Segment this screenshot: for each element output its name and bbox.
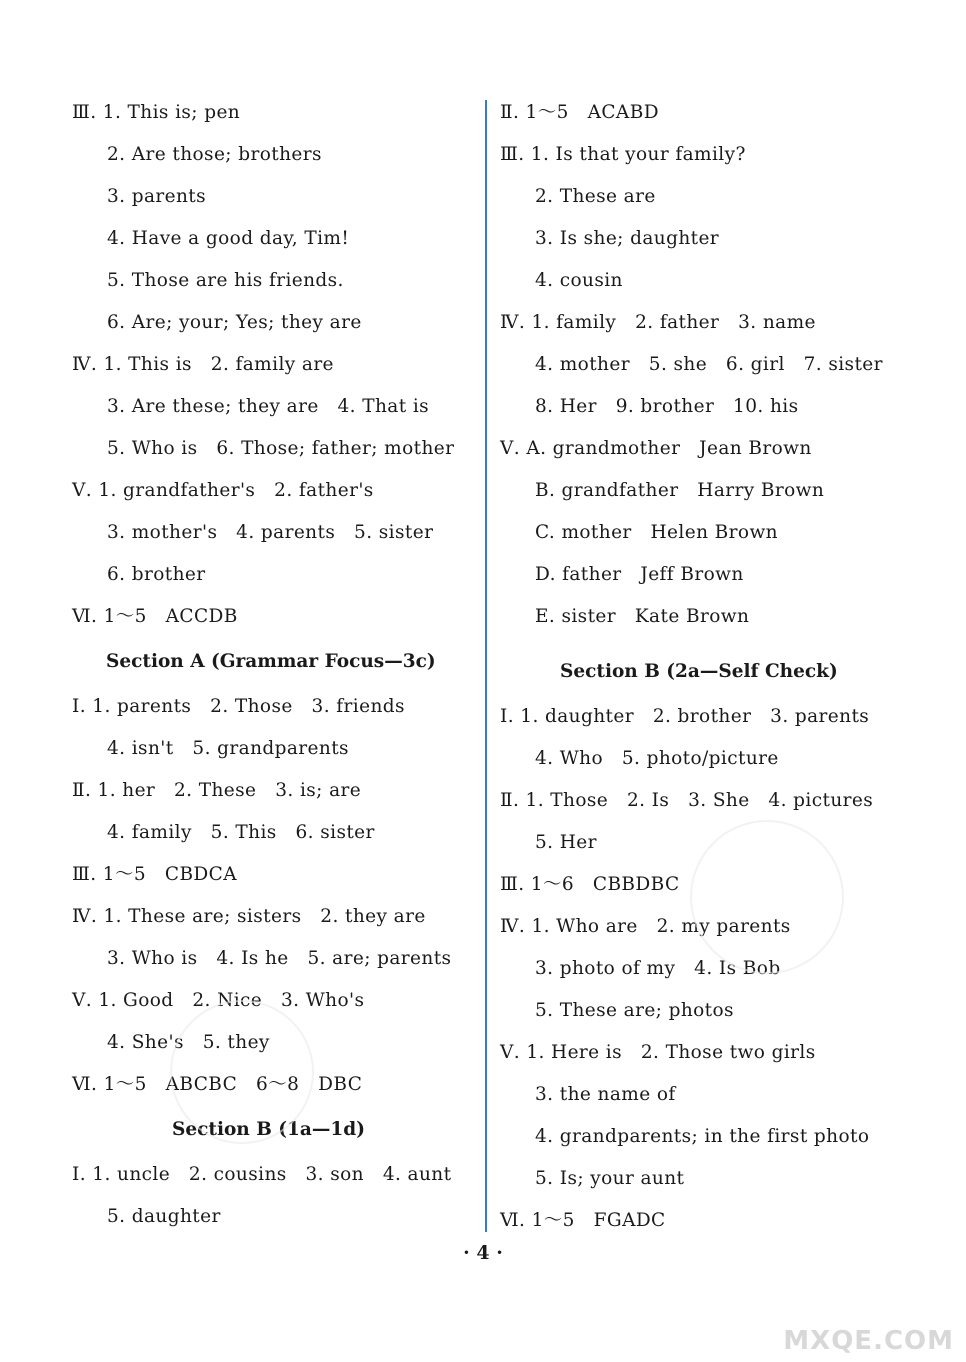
answer-line: 4. family 5. This 6. sister	[107, 822, 375, 843]
answer-line: 5. These are; photos	[535, 1000, 734, 1021]
question-group-line: Ⅴ. A. grandmother Jean Brown	[500, 438, 812, 459]
question-group-line: Ⅱ. 1～5 ACABD	[500, 102, 659, 123]
site-watermark-text: MXQE.COM	[783, 1326, 954, 1356]
section-heading: Section B (1a—1d)	[172, 1119, 365, 1140]
section-heading: Section B (2a—Self Check)	[560, 661, 838, 682]
question-group-line: Ⅴ. 1. grandfather's 2. father's	[72, 480, 374, 501]
answer-line: 5. daughter	[107, 1206, 221, 1227]
answer-line: 3. parents	[107, 186, 207, 207]
column-divider	[485, 100, 487, 1232]
question-group-line: Ⅰ. 1. daughter 2. brother 3. parents	[500, 706, 870, 727]
answer-line: 3. the name of	[535, 1084, 676, 1105]
answer-line: 3. photo of my 4. Is Bob	[535, 958, 781, 979]
answer-line: C. mother Helen Brown	[535, 522, 778, 543]
question-group-line: Ⅰ. 1. uncle 2. cousins 3. son 4. aunt	[72, 1164, 452, 1185]
stamp-watermark-left	[170, 1000, 314, 1144]
answer-line: D. father Jeff Brown	[535, 564, 744, 585]
section-heading: Section A (Grammar Focus—3c)	[106, 651, 436, 672]
answer-line: E. sister Kate Brown	[535, 606, 750, 627]
answer-line: 3. mother's 4. parents 5. sister	[107, 522, 434, 543]
right-column	[500, 92, 920, 1242]
answer-line: 5. Her	[535, 832, 597, 853]
question-group-line: Ⅴ. 1. Good 2. Nice 3. Who's	[72, 990, 365, 1011]
question-group-line: Ⅵ. 1～5 ACCDB	[72, 606, 238, 627]
answer-line: 3. Who is 4. Is he 5. are; parents	[107, 948, 452, 969]
answer-line: 3. Is she; daughter	[535, 228, 720, 249]
answer-line: B. grandfather Harry Brown	[535, 480, 825, 501]
question-group-line: Ⅳ. 1. Who are 2. my parents	[500, 916, 791, 937]
question-group-line: Ⅱ. 1. her 2. These 3. is; are	[72, 780, 362, 801]
question-group-line: Ⅰ. 1. parents 2. Those 3. friends	[72, 696, 405, 717]
question-group-line: Ⅲ. 1. This is; pen	[72, 102, 241, 123]
question-group-line: Ⅲ. 1～5 CBDCA	[72, 864, 237, 885]
page-number: · 4 ·	[463, 1242, 503, 1264]
question-group-line: Ⅴ. 1. Here is 2. Those two girls	[500, 1042, 816, 1063]
answer-line: 4. grandparents; in the first photo	[535, 1126, 870, 1147]
answer-line: 5. Who is 6. Those; father; mother	[107, 438, 455, 459]
answer-line: 4. Who 5. photo/picture	[535, 748, 779, 769]
question-group-line: Ⅵ. 1～5 FGADC	[500, 1210, 666, 1231]
answer-line: 6. brother	[107, 564, 206, 585]
stamp-watermark-right	[690, 820, 844, 974]
question-group-line: Ⅲ. 1～6 CBBDBC	[500, 874, 680, 895]
answer-line: 5. Is; your aunt	[535, 1168, 685, 1189]
question-group-line: Ⅳ. 1. These are; sisters 2. they are	[72, 906, 426, 927]
answer-line: 6. Are; your; Yes; they are	[107, 312, 362, 333]
answer-line: 4. She's 5. they	[107, 1032, 270, 1053]
answer-line: 5. Those are his friends.	[107, 270, 344, 291]
question-group-line: Ⅲ. 1. Is that your family?	[500, 144, 746, 165]
question-group-line: Ⅱ. 1. Those 2. Is 3. She 4. pictures	[500, 790, 874, 811]
answer-line: 4. cousin	[535, 270, 623, 291]
answer-line: 2. These are	[535, 186, 656, 207]
answer-line: 4. isn't 5. grandparents	[107, 738, 349, 759]
answer-line: 3. Are these; they are 4. That is	[107, 396, 430, 417]
site-watermark	[774, 1286, 954, 1356]
answer-line: 8. Her 9. brother 10. his	[535, 396, 799, 417]
answer-line: 4. mother 5. she 6. girl 7. sister	[535, 354, 883, 375]
question-group-line: Ⅳ. 1. This is 2. family are	[72, 354, 334, 375]
question-group-line: Ⅵ. 1～5 ABCBC 6～8 DBC	[72, 1074, 363, 1095]
answer-line: 2. Are those; brothers	[107, 144, 322, 165]
question-group-line: Ⅳ. 1. family 2. father 3. name	[500, 312, 816, 333]
answer-line: 4. Have a good day, Tim!	[107, 228, 350, 249]
